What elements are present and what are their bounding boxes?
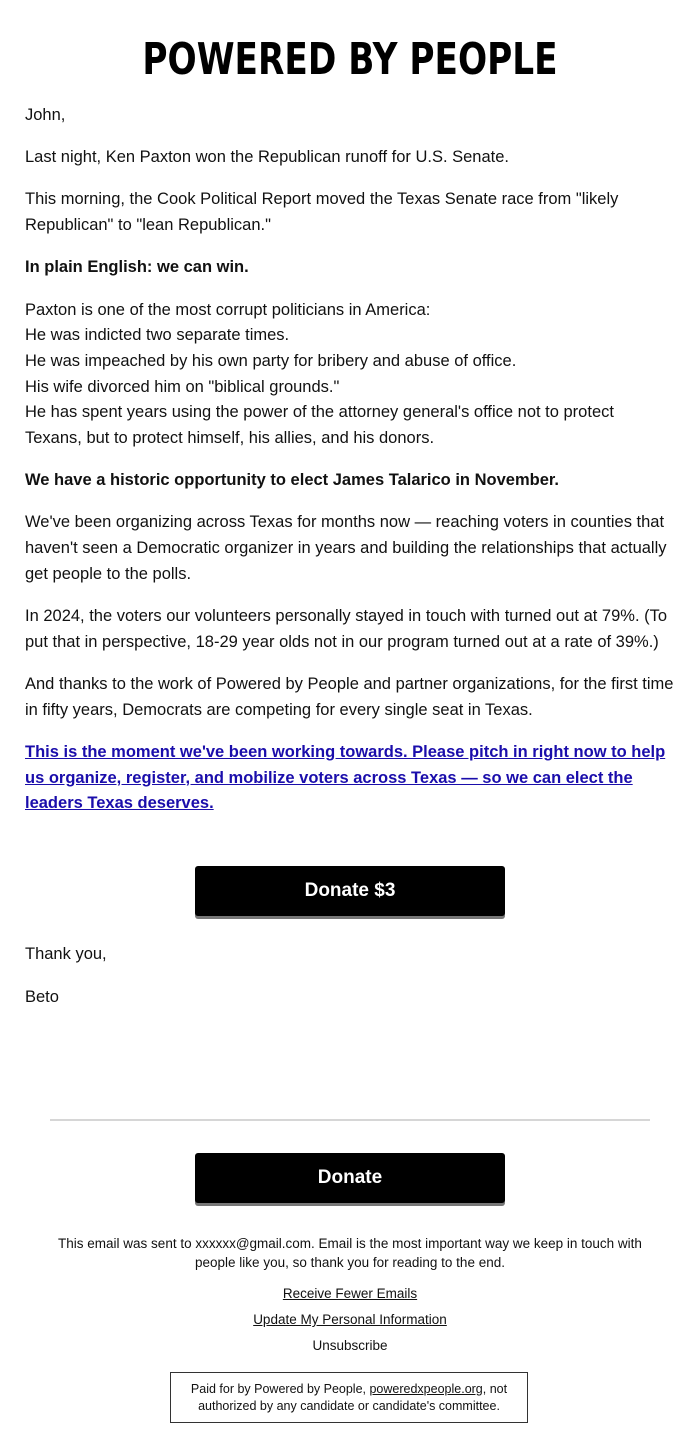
paid-for-text <box>179 1381 519 1415</box>
cta-donate-link[interactable]: This is the moment we've been working towards. Please pitch in right now to help us organize, register, and mobilize voters across Texas — so we can elect the leaders Texas deserves. <box>25 742 666 813</box>
cta-paragraph <box>25 740 675 817</box>
paragraph-turnout: In 2024, the voters our volunteers personally stayed in touch with turned out at 79%. (To put that in perspective, 18-29 year olds not in our program turned out at a rate of 39%.) <box>25 607 668 651</box>
donate-3-button[interactable]: Donate $3 <box>195 866 505 916</box>
paid-for-disclaimer <box>170 1372 528 1423</box>
unsubscribe-row <box>0 1337 700 1355</box>
paragraph-competing: And thanks to the work of Powered by People and partner organizations, for the first time in fifty years, Democrats are competing for every single seat in Texas. <box>25 674 674 719</box>
paxton-line-3: He was impeached by his own party for bribery and abuse of office. <box>25 351 517 370</box>
update-personal-info-link[interactable]: Update My Personal Information <box>253 1312 447 1327</box>
logo-wordmark: POWERED BY PEOPLE <box>142 34 558 85</box>
closing: Thank you, <box>25 945 107 963</box>
receive-fewer-emails-row <box>0 1285 700 1303</box>
paragraph-we-can-win: In plain English: we can win. <box>25 258 249 277</box>
paxton-line-2: He was indicted two separate times. <box>25 326 290 345</box>
footer-sent-notice: This email was sent to xxxxxx@gmail.com. Email is the most important way we keep in touch with people like you, so thank you for reading to the end. <box>58 1236 642 1270</box>
paragraph-historic-opportunity: We have a historic opportunity to elect James Talarico in November. <box>25 471 559 490</box>
donate-button[interactable]: Donate <box>195 1153 505 1203</box>
paragraph-organizing: We've been organizing across Texas for months now — reaching voters in counties that haven't seen a Democratic organizer in years and building the relationships that actually get people to the polls. <box>25 513 667 583</box>
footer-divider <box>50 1119 650 1121</box>
unsubscribe-link[interactable]: Unsubscribe <box>312 1338 388 1353</box>
email-body <box>25 103 675 833</box>
greeting: John, <box>25 106 66 124</box>
update-info-row <box>0 1311 700 1329</box>
paxton-line-5: He has spent years using the power of the attorney general's office not to protect Texans, but to protect himself, his allies, and his donors. <box>25 403 614 448</box>
paxton-line-1: Paxton is one of the most corrupt politicians in America: <box>25 300 431 319</box>
paid-suffix: , not authorized by any candidate or candidate's committee. <box>198 1381 508 1413</box>
paragraph-paxton-list <box>25 298 675 452</box>
paxton-line-4: His wife divorced him on "biblical grounds." <box>25 377 340 396</box>
receive-fewer-emails-link[interactable]: Receive Fewer Emails <box>282 1286 418 1301</box>
paid-prefix: Paid for by Powered by People, <box>190 1381 370 1396</box>
paragraph-runoff: Last night, Ken Paxton won the Republican runoff for U.S. Senate. <box>25 148 510 167</box>
website-link[interactable]: poweredxpeople.org <box>369 1381 483 1396</box>
signature: Beto <box>25 988 59 1006</box>
paragraph-cook-report: This morning, the Cook Political Report moved the Texas Senate race from "likely Republican" to "lean Republican." <box>25 190 619 235</box>
